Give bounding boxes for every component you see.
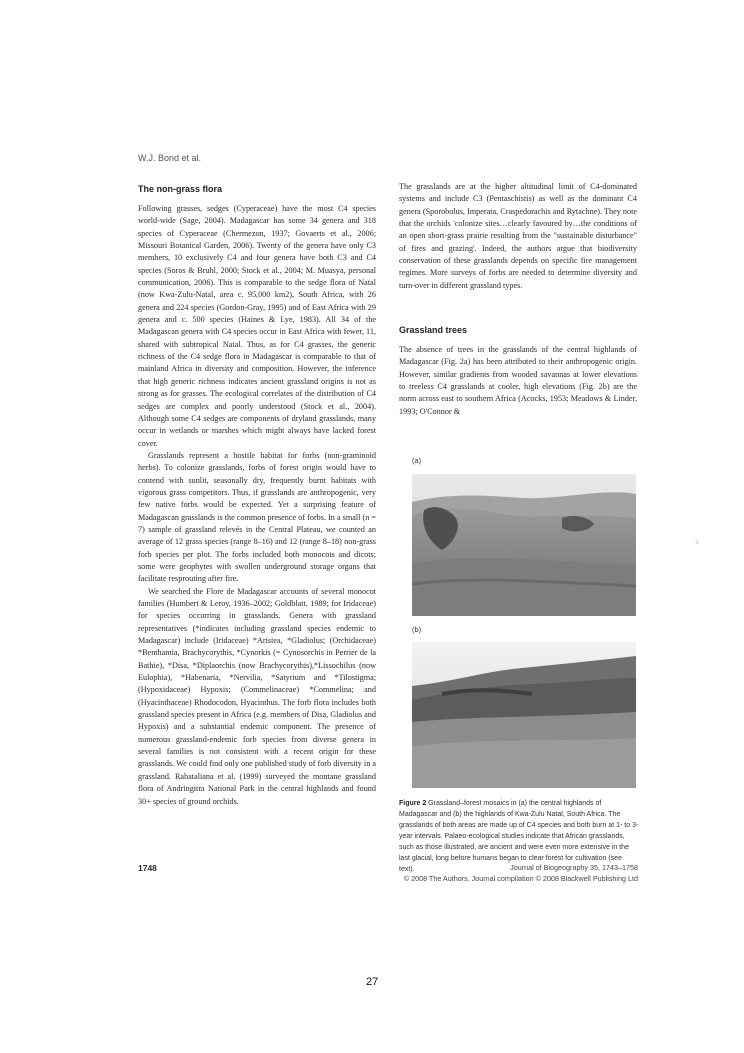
margin-mark: ㅊ [694, 541, 700, 547]
figure-2a-photo [412, 474, 636, 616]
right-column-top [399, 181, 637, 292]
paragraph: Grasslands represent a hostile habitat for forbs (non-graminoid herbs). To colonize grasslands, forbs of forest origin would have to contend with sunlit, seasonally dry, frequently burnt habitats with vigorous grass competitors. Thus, if grasslands are anthropogenic, very few native forbs would be expected. Yet a surprising feature of Madagascan grasslands is the common presence of forbs. In a small (n = 7) sample of grassland relevés in the Central Plateau, we counted an average of 12 grass species (range 8–16) and 12 (range 8–18) non-grass forb species per plot. The forbs included both monocots and dicots; some were geophytes with swollen underground storage organs that facilitate resprouting after fire. [138, 450, 376, 584]
figure-2a-landscape [412, 474, 636, 616]
copyright-line: © 2008 The Authors. Journal compilation © 2008 Blackwell Publishing Ltd [403, 874, 638, 883]
left-column [138, 203, 376, 808]
figure-2b-photo [412, 642, 636, 788]
figure-caption-text: Grassland–forest mosaics in (a) the central highlands of Madagascar and (b) the highlands of Kwa-Zulu Natal, South Africa. The grasslands of both areas are made up of C4 species and both burn at 1- to 3-year intervals. Palaeo-ecological studies indicate that African grasslands, such as those illustrated, are ancient and were even more extensive in the last glacial, long before humans began to clear forest for cultivation (see text). [399, 800, 639, 873]
sheet-number: 27 [366, 976, 379, 988]
journal-footer [330, 862, 638, 884]
paragraph: Following grasses, sedges (Cyperaceae) have the most C4 species world-wide (Sage, 2004). Madagascar has some 34 genera and 318 species of Cyperaceae (Chermezon, 1937; Govaerts et al., 2006; Missouri Botanical Garden, 2006). Twenty of the genera have only C3 members, 10 exclusively C4 and four genera have both C3 and C4 species (Soros & Bruhl, 2000; Stock et al., 2004; M. Muasya, personal communication, 2006). This is comparable to the sedge flora of Natal (now Kwa-Zulu-Natal, area c. 95,000 km2), South Africa, with 26 genera and 224 species (Gordon-Gray, 1995) and of East Africa with 29 genera and c. 500 species (Haines & Lye, 1983). All 34 of the Madagascan genera with C4 species occur in East Africa with fewer, 11, shared with subtropical Natal. Thus, as for C4 grasses, the generic richness of the C4 sedge flora in Madagascar is comparable to that of mainland Africa in diversity and composition. However, the inference that high generic richness indicates ancient grassland origins is not as strong as for grasses. The ecological correlates of the distribution of C4 sedges are complex and poorly understood (Stock et al., 2004). Although some C4 sedges are components of dryland grasslands, many occur in wetlands or marshes which might always have lacked forest cover. [138, 204, 376, 448]
section-heading-non-grass-flora: The non-grass flora [138, 184, 223, 194]
paragraph: The absence of trees in the grasslands of the central highlands of Madagascar (Fig. 2a) has been attributed to their anthropogenic origin. However, similar gradients from wooded savannas at lower elevations to treeless C4 grasslands at cooler, high elevations (Fig. 2b) are the norm across east to southern Africa (Acocks, 1953; Meadows & Linder, 1993; O'Connor & [399, 345, 637, 416]
paragraph: We searched the Flore de Madagascar accounts of several monocot families (Humbert & Leroy, 1936–2002; Goldblatt, 1989; for Iridaceae) for species occurring in grasslands. Genera with grassland representatives (*indicates including grassland species endemic to Madagascar) include (Iridaceae) *Aristea, *Gladiolus; (Orchidaceae) *Benthamia, Brachycorythis, *Cynorkis (= Cynosorchis in Perrier de la Bathie), *Disa, *Diplaorchis (now Brachycorythis),*Lissochilus (now Eulophia), *Habenaria, *Nervilia, *Satyrium and *Tilostigma; (Hypoxidaceae) Hypoxis; (Commelinaceae) *Commelina; and (Hyacinthaceae) Rhodocodon, Hyacinthus. The forb flora includes both grassland species present in Africa (e.g. members of Disa, Gladiolus and Hypoxis) and a substantial endemic component. The presence of numerous grassland-endemic forb species from diverse genera in several families is not consistent with a recent origin for these grasslands. We could find only one published study of forb diversity in a grassland. Rabataliana et al. (1999) surveyed the montane grassland flora of Andringitra National Park in the central highlands and found 30+ species of ground orchids. [138, 586, 376, 806]
paragraph: The grasslands are at the higher altitudinal limit of C4-dominated systems and include C3 (Pentaschistis) as well as the dominant C4 genera (Sporobolus, Imperata, Craspedorachis and Rytachne). They note that the orchids 'colonize sites…clearly favoured by…the conditions of an open short-grass prairie resulting from the "sustainable disturbance" of fires and grazing'. Indeed, the authors argue that biodiversity conservation of these grasslands depends on specific fire management regimes. More surveys of forbs are needed to determine diversity and turn-over in different grassland types. [399, 182, 637, 290]
figure-label-b: (b) [412, 625, 422, 634]
running-head: W.J. Bond et al. [138, 153, 202, 163]
journal-citation: Journal of Biogeography 35, 1743–1758 [510, 863, 638, 872]
figure-2b-landscape [412, 642, 636, 788]
figure-label-a: (a) [412, 456, 422, 465]
page-number: 1748 [138, 863, 157, 873]
section-heading-grassland-trees: Grassland trees [399, 325, 468, 335]
right-column-bottom [399, 344, 637, 418]
figure-caption-label: Figure 2 [399, 800, 427, 807]
